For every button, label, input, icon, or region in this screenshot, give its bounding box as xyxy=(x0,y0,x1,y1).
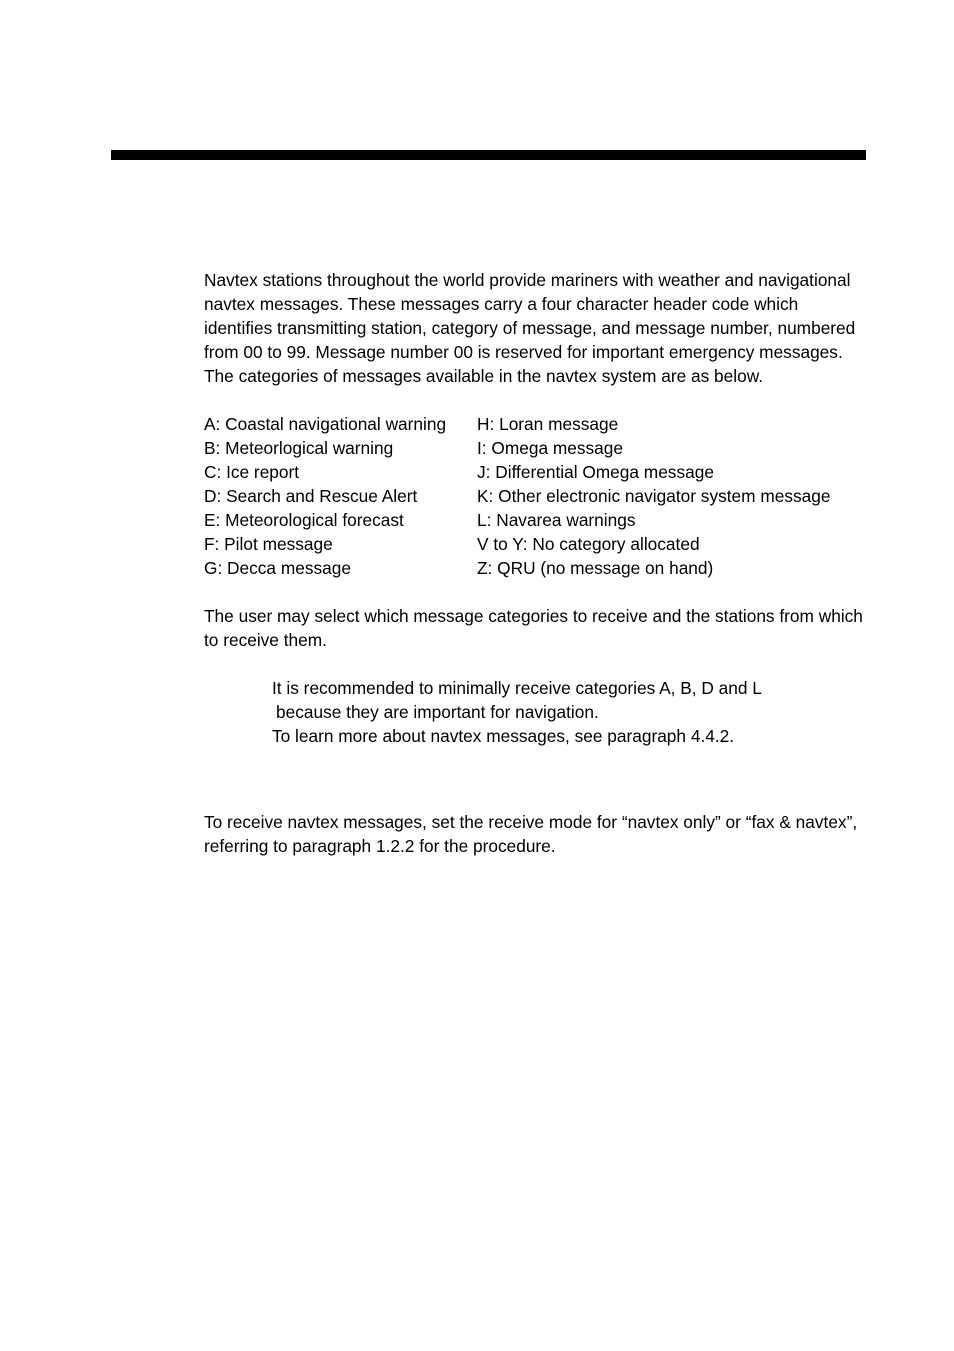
document-body xyxy=(204,268,864,858)
category-row xyxy=(204,484,830,508)
category-row xyxy=(204,436,830,460)
category-item: L: Navarea warnings xyxy=(477,510,636,530)
category-item: F: Pilot message xyxy=(204,534,333,554)
category-item: G: Decca message xyxy=(204,558,351,578)
intro-paragraph: Navtex stations throughout the world provide mariners with weather and navigational navtex messages. These messages carry a four character header code which identifies transmitting station, category of message, and message number, numbered from 00 to 99. Message number 00 is reserved for important emergency messages. The categories of messages available in the navtex system are as below. xyxy=(204,270,856,386)
category-item: E: Meteorological forecast xyxy=(204,510,404,530)
selection-paragraph: The user may select which message categories to receive and the stations from which to receive them. xyxy=(204,606,863,650)
category-row xyxy=(204,508,830,532)
category-item: D: Search and Rescue Alert xyxy=(204,486,418,506)
note-line: It is recommended to minimally receive categories A, B, D and L xyxy=(272,678,762,698)
category-row xyxy=(204,460,830,484)
category-table xyxy=(204,412,830,580)
category-item: Z: QRU (no message on hand) xyxy=(477,558,714,578)
header-rule xyxy=(111,150,866,160)
category-item: K: Other electronic navigator system message xyxy=(477,486,831,506)
category-item: H: Loran message xyxy=(477,414,619,434)
note-line: To learn more about navtex messages, see paragraph 4.4.2. xyxy=(272,726,735,746)
category-row xyxy=(204,412,830,436)
category-item: V to Y: No category allocated xyxy=(477,534,700,554)
note-block xyxy=(272,676,864,748)
category-item: C: Ice report xyxy=(204,462,300,482)
category-item: A: Coastal navigational warning xyxy=(204,414,447,434)
category-row xyxy=(204,532,830,556)
note-line: because they are important for navigation. xyxy=(276,702,599,722)
category-item: B: Meteorlogical warning xyxy=(204,438,394,458)
category-row xyxy=(204,556,830,580)
receive-paragraph: To receive navtex messages, set the receive mode for “navtex only” or “fax & navtex”, referring to paragraph 1.2.2 for the procedure. xyxy=(204,812,858,856)
category-item: I: Omega message xyxy=(477,438,623,458)
category-item: J: Differential Omega message xyxy=(477,462,714,482)
